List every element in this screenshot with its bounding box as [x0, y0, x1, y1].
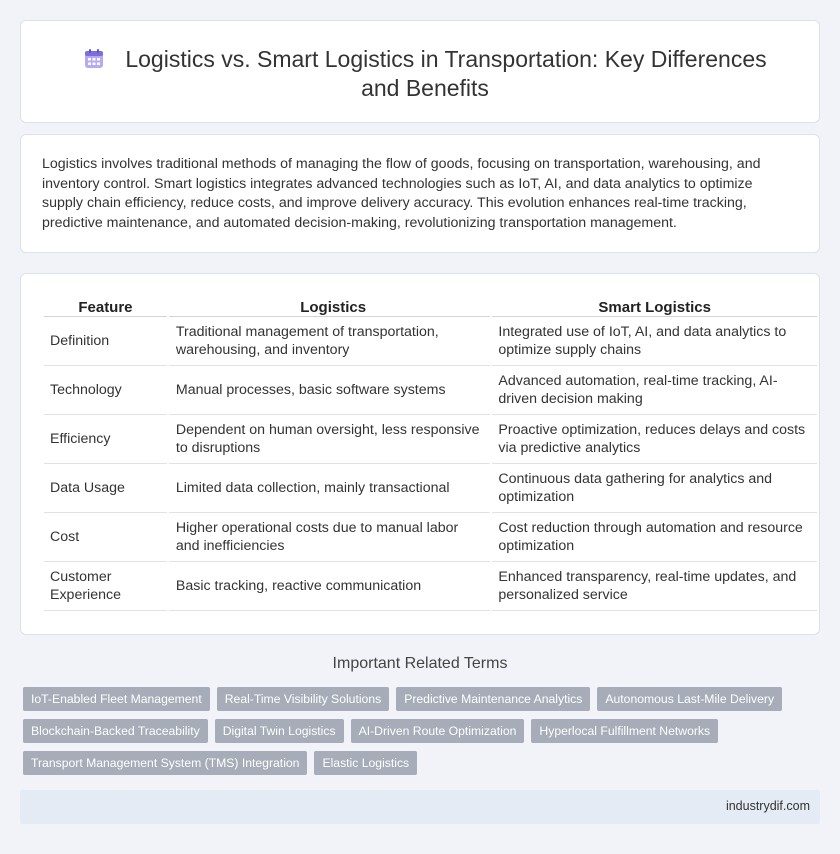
row-logistics: Manual processes, basic software systems [169, 366, 491, 415]
comparison-table [42, 295, 819, 611]
row-logistics: Basic tracking, reactive communication [169, 562, 491, 611]
table-row [44, 513, 817, 562]
row-smart-logistics: Advanced automation, real-time tracking, AI-driven decision making [492, 366, 817, 415]
row-logistics: Dependent on human oversight, less responsive to disruptions [169, 415, 491, 464]
footer-site-link[interactable]: industrydif.com [725, 799, 810, 813]
table-row [44, 317, 817, 366]
row-smart-logistics: Cost reduction through automation and resource optimization [492, 513, 817, 562]
header-feature: Feature [44, 295, 167, 317]
row-feature: Efficiency [44, 415, 167, 464]
row-logistics: Traditional management of transportation, warehousing, and inventory [169, 317, 491, 366]
table-row [44, 562, 817, 611]
related-term-tag[interactable]: IoT-Enabled Fleet Management [23, 687, 210, 711]
footer [20, 790, 820, 824]
related-term-tag[interactable]: Predictive Maintenance Analytics [396, 687, 590, 711]
row-feature: Customer Experience [44, 562, 167, 611]
row-logistics: Limited data collection, mainly transactional [169, 464, 491, 513]
related-term-tag[interactable]: Blockchain-Backed Traceability [23, 719, 208, 743]
page-title: Logistics vs. Smart Logistics in Transportation: Key Differences and Benefits [125, 46, 767, 101]
row-logistics: Higher operational costs due to manual labor and inefficiencies [169, 513, 491, 562]
row-smart-logistics: Integrated use of IoT, AI, and data analytics to optimize supply chains [492, 317, 817, 366]
table-header-row [44, 295, 817, 317]
header-logistics: Logistics [169, 295, 491, 317]
intro-paragraph: Logistics involves traditional methods of managing the flow of goods, focusing on transportation, warehousing, and inventory control. Smart logistics integrates advanced technologies such as IoT, AI, and data analytics to optimize supply chain efficiency, reduce costs, and improve delivery accuracy. This evolution enhances real-time tracking, predictive maintenance, and automated decision-making, revolutionizing transportation management. [42, 156, 761, 231]
row-feature: Data Usage [44, 464, 167, 513]
table-row [44, 415, 817, 464]
related-terms-list [23, 687, 803, 775]
row-feature: Definition [44, 317, 167, 366]
row-smart-logistics: Continuous data gathering for analytics and optimization [492, 464, 817, 513]
related-term-tag[interactable]: Hyperlocal Fulfillment Networks [531, 719, 718, 743]
related-term-tag[interactable]: AI-Driven Route Optimization [351, 719, 525, 743]
related-term-tag[interactable]: Digital Twin Logistics [215, 719, 344, 743]
comparison-card [20, 273, 820, 635]
table-row [44, 366, 817, 415]
header-smart-logistics: Smart Logistics [492, 295, 817, 317]
header-card [20, 20, 820, 123]
related-term-tag[interactable]: Transport Management System (TMS) Integration [23, 751, 307, 775]
related-term-tag[interactable]: Autonomous Last-Mile Delivery [597, 687, 782, 711]
row-feature: Cost [44, 513, 167, 562]
table-row [44, 464, 817, 513]
related-term-tag[interactable]: Elastic Logistics [314, 751, 417, 775]
row-smart-logistics: Enhanced transparency, real-time updates, and personalized service [492, 562, 817, 611]
page-title-wrap [61, 45, 789, 103]
row-smart-logistics: Proactive optimization, reduces delays and costs via predictive analytics [492, 415, 817, 464]
calendar-icon [83, 48, 105, 70]
row-feature: Technology [44, 366, 167, 415]
related-terms-title: Important Related Terms [332, 655, 508, 672]
related-term-tag[interactable]: Real-Time Visibility Solutions [217, 687, 389, 711]
intro-card [20, 134, 820, 253]
